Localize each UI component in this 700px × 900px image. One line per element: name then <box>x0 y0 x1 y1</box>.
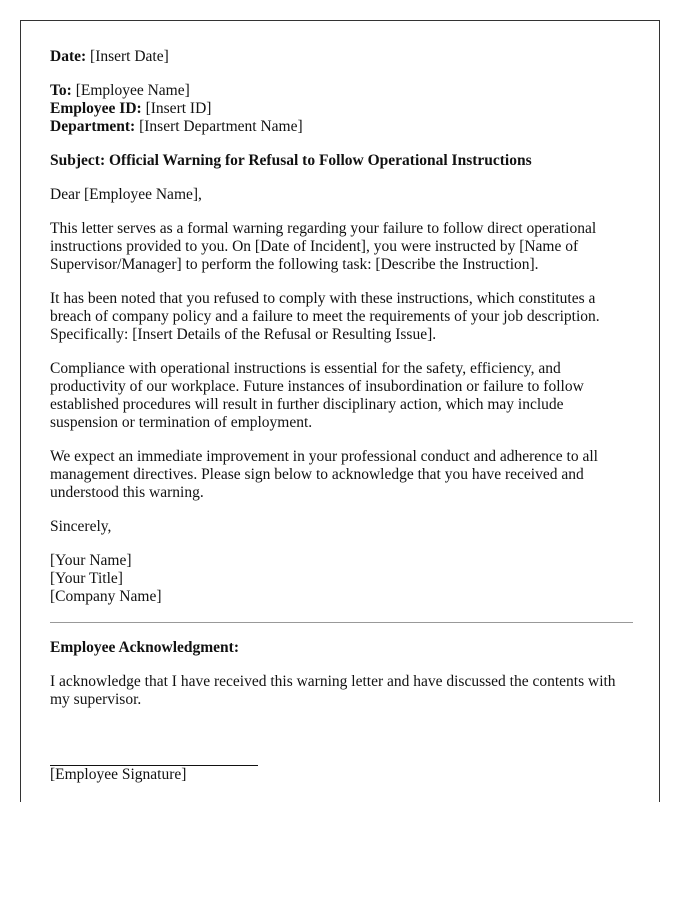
sender-name: [Your Name] <box>50 552 132 569</box>
department-value: [Insert Department Name] <box>139 118 303 135</box>
closing: Sincerely, <box>50 518 112 535</box>
sender-title: [Your Title] <box>50 570 123 587</box>
section-divider <box>50 622 633 623</box>
acknowledgment-heading: Employee Acknowledgment: <box>50 639 240 656</box>
acknowledgment-text: I acknowledge that I have received this warning letter and have discussed the contents with my supervisor. <box>50 673 616 708</box>
department-label: Department: <box>50 118 136 135</box>
body-paragraph-1: This letter serves as a formal warning regarding your failure to follow direct operational instructions provided to you. On [Date of Incident], you were instructed by [Name of Supervisor/Manager] to perform the following task: [Describe the Instruction]. <box>50 220 597 273</box>
salutation: Dear [Employee Name], <box>50 186 202 203</box>
to-value: [Employee Name] <box>75 82 190 99</box>
body-paragraph-3: Compliance with operational instructions is essential for the safety, efficiency, and productivity of our workplace. Future instances of insubordination or failure to follow established procedures will result in further disciplinary action, which may include suspension or termination of employment. <box>50 360 584 431</box>
subject-line: Subject: Official Warning for Refusal to Follow Operational Instructions <box>50 152 532 169</box>
employee-id-value: [Insert ID] <box>145 100 212 117</box>
date-label: Date: <box>50 48 87 65</box>
employee-id-label: Employee ID: <box>50 100 142 117</box>
sender-company: [Company Name] <box>50 588 162 605</box>
employee-signature-label: [Employee Signature] <box>50 766 187 783</box>
date-line <box>50 48 635 66</box>
letter-content <box>50 48 635 784</box>
recipient-block <box>50 82 635 136</box>
sender-signature-block <box>50 552 635 606</box>
body-paragraph-2: It has been noted that you refused to comply with these instructions, which constitutes a breach of company policy and a failure to meet the requirements of your job description. Specifically: [Insert Details of the Refusal or Resulting Issue]. <box>50 290 600 343</box>
body-paragraph-4: We expect an immediate improvement in your professional conduct and adherence to all management directives. Please sign below to acknowledge that you have received and understood this warning. <box>50 448 598 501</box>
to-label: To: <box>50 82 72 99</box>
date-value: [Insert Date] <box>90 48 169 65</box>
letter-document <box>20 20 660 802</box>
